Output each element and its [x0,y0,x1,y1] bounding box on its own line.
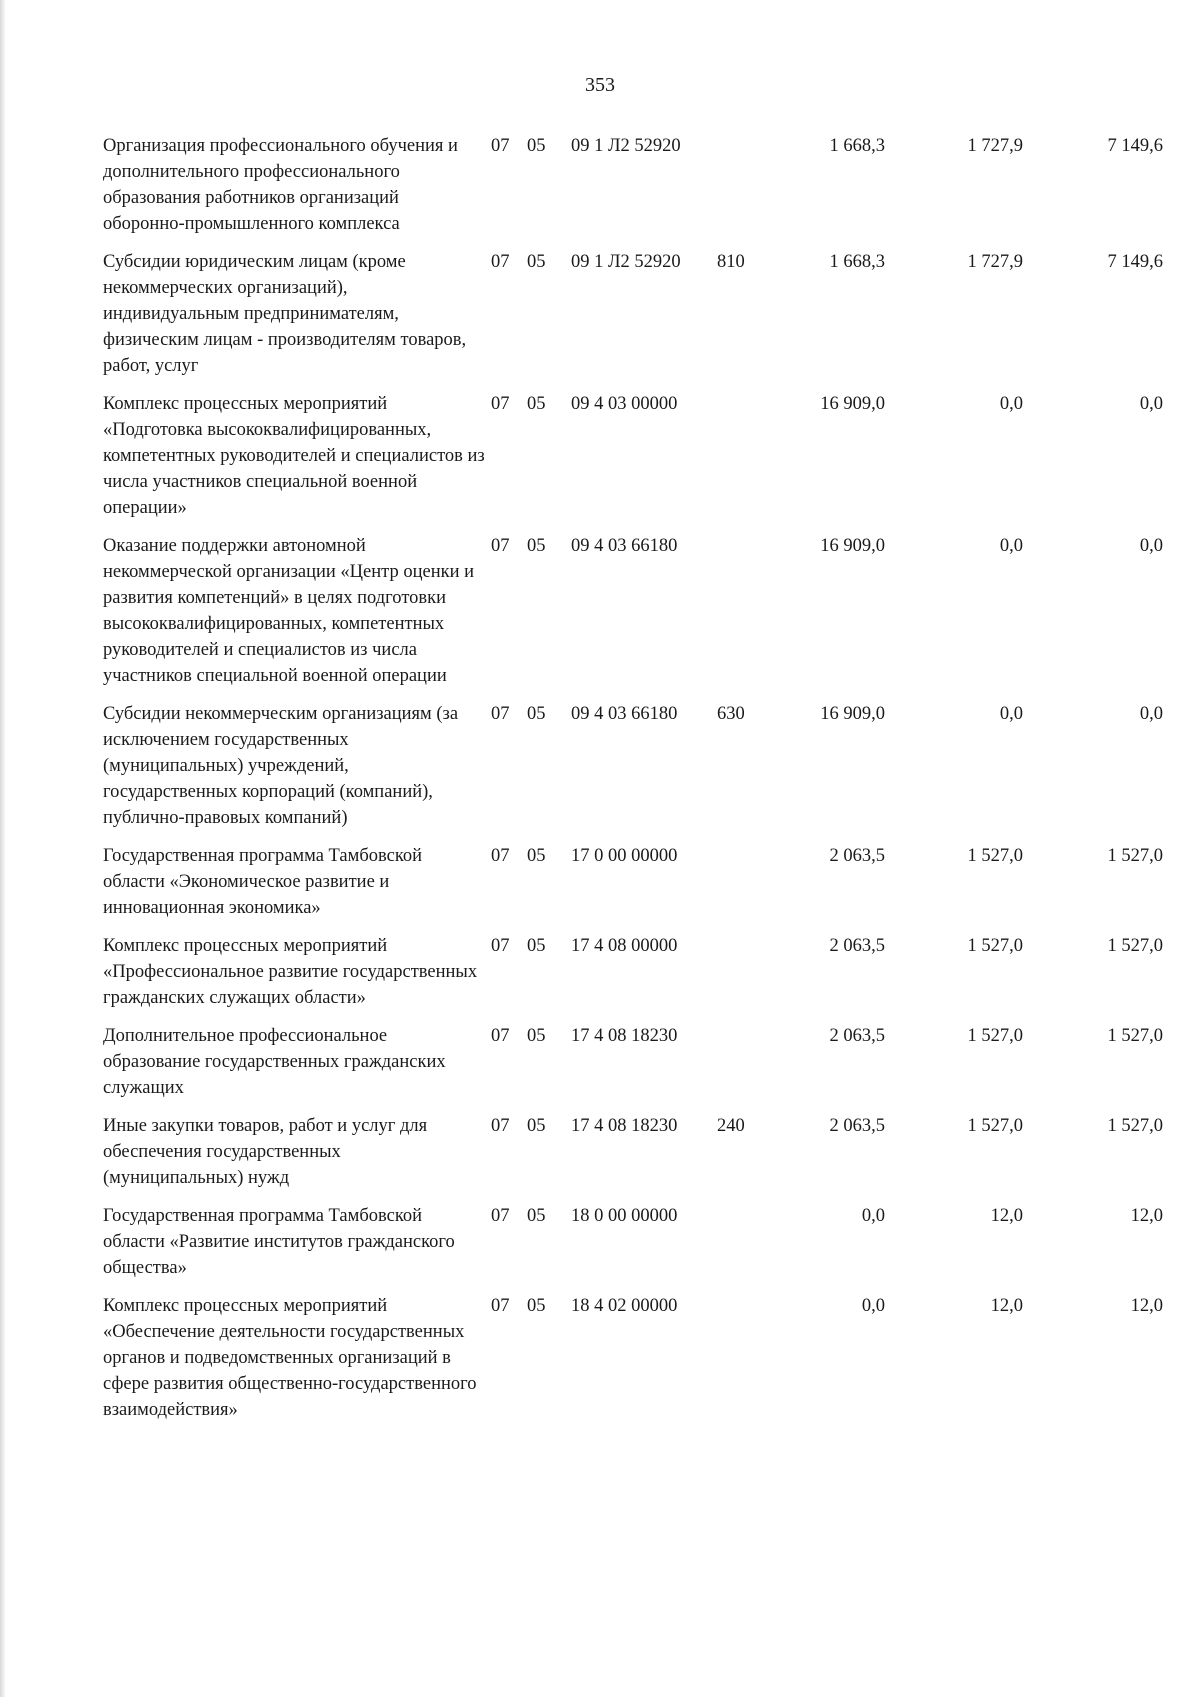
row-amount-year-2: 1 527,0 [967,936,1023,956]
row-name: Оказание поддержки автономной некоммерческой организации «Центр оценки и развития компетенций» в целях подготовки высококвалифицированных, компетентных руководителей и специалистов из числа участников специальной военной операции [103,536,475,686]
table-row [103,1113,1163,1191]
row-expense-type-code: 630 [717,704,745,724]
row-amount-year-2: 1 527,0 [967,1026,1023,1046]
row-amount-year-3: 0,0 [1139,704,1163,724]
scan-edge-shadow [0,0,6,1697]
budget-table [103,133,1163,1435]
row-target-article-code: 18 0 00 00000 [571,1206,678,1226]
row-amount-year-3: 0,0 [1139,394,1163,414]
row-target-article-code: 17 4 08 00000 [571,936,678,956]
row-amount-year-3: 12,0 [1130,1296,1163,1316]
row-target-article-code: 17 4 08 18230 [571,1116,678,1136]
row-target-article-code: 09 1 Л2 52920 [571,136,681,156]
row-amount-year-3: 1 527,0 [1107,1116,1163,1136]
row-amount-year-1: 2 063,5 [829,1116,885,1136]
row-amount-year-1: 16 909,0 [820,394,885,414]
row-amount-year-3: 0,0 [1139,536,1163,556]
row-amount-year-2: 12,0 [990,1296,1023,1316]
row-name: Комплекс процессных мероприятий «Подготовка высококвалифицированных, компетентных руководителей и специалистов из числа участников специальной военной операции» [103,394,485,518]
row-amount-year-3: 1 527,0 [1107,1026,1163,1046]
row-section-code: 07 [491,936,510,956]
row-subsection-code: 05 [527,704,546,724]
row-section-code: 07 [491,1116,510,1136]
row-amount-year-1: 16 909,0 [820,704,885,724]
row-section-code: 07 [491,252,510,272]
row-amount-year-2: 0,0 [999,704,1023,724]
row-amount-year-3: 1 527,0 [1107,936,1163,956]
row-amount-year-3: 1 527,0 [1107,846,1163,866]
row-section-code: 07 [491,704,510,724]
row-subsection-code: 05 [527,252,546,272]
row-subsection-code: 05 [527,1026,546,1046]
row-name: Комплекс процессных мероприятий «Обеспечение деятельности государственных органов и подведомственных организаций в сфере развития общественно-государственного взаимодействия» [103,1296,477,1420]
row-name: Субсидии юридическим лицам (кроме некоммерческих организаций), индивидуальным предпринимателям, физическим лицам - производителям товаров, работ, услуг [103,252,467,376]
row-target-article-code: 09 4 03 66180 [571,704,678,724]
row-section-code: 07 [491,1026,510,1046]
row-amount-year-2: 1 527,0 [967,1116,1023,1136]
table-row [103,701,1163,831]
row-section-code: 07 [491,536,510,556]
row-amount-year-2: 0,0 [999,536,1023,556]
row-subsection-code: 05 [527,1206,546,1226]
row-name: Государственная программа Тамбовской области «Экономическое развитие и инновационная экономика» [103,846,423,918]
table-row [103,843,1163,921]
table-row [103,1023,1163,1101]
table-row [103,391,1163,521]
row-expense-type-code: 240 [717,1116,745,1136]
row-subsection-code: 05 [527,936,546,956]
row-section-code: 07 [491,136,510,156]
row-target-article-code: 18 4 02 00000 [571,1296,678,1316]
row-amount-year-2: 0,0 [999,394,1023,414]
row-amount-year-2: 1 727,9 [967,252,1023,272]
row-amount-year-3: 12,0 [1130,1206,1163,1226]
row-amount-year-2: 12,0 [990,1206,1023,1226]
row-section-code: 07 [491,1206,510,1226]
table-row [103,533,1163,689]
row-expense-type-code: 810 [717,252,745,272]
row-subsection-code: 05 [527,1116,546,1136]
row-amount-year-1: 1 668,3 [829,136,885,156]
row-amount-year-2: 1 527,0 [967,846,1023,866]
row-section-code: 07 [491,1296,510,1316]
row-name: Субсидии некоммерческим организациям (за исключением государственных (муниципальных) учреждений, государственных корпораций (компаний), публично-правовых компаний) [103,704,459,828]
row-amount-year-1: 1 668,3 [829,252,885,272]
row-subsection-code: 05 [527,136,546,156]
row-name: Иные закупки товаров, работ и услуг для обеспечения государственных (муниципальных) нужд [103,1116,428,1188]
row-amount-year-1: 2 063,5 [829,1026,885,1046]
row-target-article-code: 09 4 03 00000 [571,394,678,414]
row-amount-year-3: 7 149,6 [1107,252,1163,272]
row-section-code: 07 [491,394,510,414]
row-amount-year-1: 0,0 [861,1296,885,1316]
row-amount-year-2: 1 727,9 [967,136,1023,156]
row-target-article-code: 09 1 Л2 52920 [571,252,681,272]
row-target-article-code: 17 4 08 18230 [571,1026,678,1046]
table-row [103,249,1163,379]
row-amount-year-3: 7 149,6 [1107,136,1163,156]
table-row [103,1293,1163,1423]
table-row [103,933,1163,1011]
row-amount-year-1: 2 063,5 [829,846,885,866]
page-number: 353 [585,74,615,96]
table-row [103,133,1163,237]
row-subsection-code: 05 [527,846,546,866]
row-amount-year-1: 2 063,5 [829,936,885,956]
row-name: Государственная программа Тамбовской области «Развитие институтов гражданского общества» [103,1206,455,1278]
row-subsection-code: 05 [527,1296,546,1316]
row-target-article-code: 09 4 03 66180 [571,536,678,556]
row-amount-year-1: 16 909,0 [820,536,885,556]
row-name: Организация профессионального обучения и дополнительного профессионального образования работников организаций оборонно-промышленного комплекса [103,136,458,234]
row-name: Комплекс процессных мероприятий «Профессиональное развитие государственных гражданских служащих области» [103,936,478,1008]
row-subsection-code: 05 [527,536,546,556]
row-target-article-code: 17 0 00 00000 [571,846,678,866]
row-amount-year-1: 0,0 [861,1206,885,1226]
row-subsection-code: 05 [527,394,546,414]
table-row [103,1203,1163,1281]
row-name: Дополнительное профессиональное образование государственных гражданских служащих [103,1026,446,1098]
row-section-code: 07 [491,846,510,866]
